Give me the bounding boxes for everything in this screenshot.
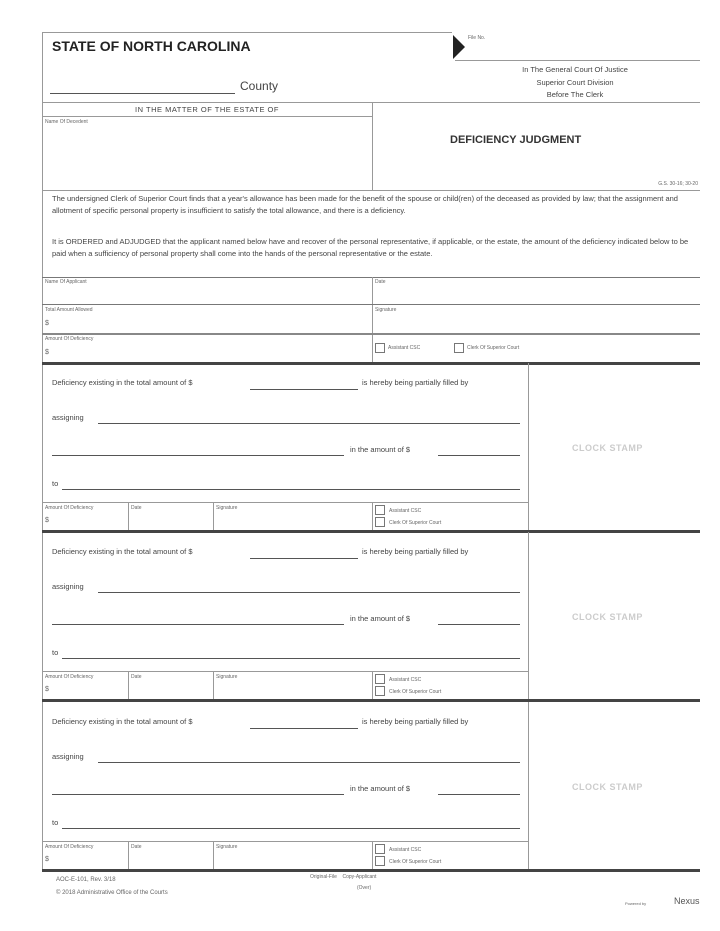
date-label: Date xyxy=(131,844,142,850)
total-amount-input[interactable] xyxy=(250,558,358,559)
divider xyxy=(128,841,129,869)
assistant-csc-label: Assistant CSC xyxy=(389,677,422,683)
to-input[interactable] xyxy=(62,489,520,490)
divider xyxy=(528,702,529,870)
divider xyxy=(42,116,372,117)
divider xyxy=(42,32,452,33)
powered-by: Powered by xyxy=(625,901,647,906)
form-number: AOC-E-101, Rev. 3/18 xyxy=(56,877,116,883)
deficiency-label: Amount Of Deficiency xyxy=(45,336,94,342)
divider xyxy=(42,102,700,103)
line1-suffix: is hereby being partially filled by xyxy=(362,378,469,387)
signature-label: Signature xyxy=(216,844,238,850)
assistant-csc-checkbox[interactable] xyxy=(375,844,385,854)
form-title: DEFICIENCY JUDGMENT xyxy=(450,134,582,146)
finding-paragraph: The undersigned Clerk of Superior Court finds that a year's allowance has been made for the benefit of the spouse or child(ren) of the deceased as provided by law; that the assignment and allotment of specific personal property is insufficient to satisfy the total allowance, and there is a deficiency. xyxy=(52,194,678,215)
nexus-logo: Nexus xyxy=(674,896,700,906)
county-label: County xyxy=(240,79,279,93)
clerk-label: Clerk Of Superior Court xyxy=(389,520,442,526)
signature-label: Signature xyxy=(216,674,238,680)
assigning-label: assigning xyxy=(52,752,84,761)
date-label: Date xyxy=(131,505,142,511)
divider xyxy=(528,532,529,700)
total-amount-input[interactable] xyxy=(250,728,358,729)
assigning-input-cont[interactable] xyxy=(52,794,344,795)
clock-stamp-area: CLOCK STAMP xyxy=(572,612,643,622)
date-label: Date xyxy=(375,279,386,285)
total-amount-input[interactable] xyxy=(250,389,358,390)
total-label: Total Amount Allowed xyxy=(45,307,93,313)
line1-prefix: Deficiency existing in the total amount of $ xyxy=(52,378,193,387)
line1-prefix: Deficiency existing in the total amount of $ xyxy=(52,547,193,556)
state-heading: STATE OF NORTH CAROLINA xyxy=(52,38,251,54)
signature-input[interactable] xyxy=(374,314,698,331)
amount-input[interactable] xyxy=(438,624,520,625)
deficiency-value[interactable]: $ xyxy=(45,856,49,863)
partial-fill-section xyxy=(0,702,720,872)
to-label: to xyxy=(52,818,59,827)
divider xyxy=(372,841,373,869)
amount-input[interactable] xyxy=(438,794,520,795)
assigning-label: assigning xyxy=(52,413,84,422)
deficiency-label: Amount Of Deficiency xyxy=(45,844,94,850)
total-value[interactable]: $ xyxy=(45,320,49,327)
applicant-label: Name Of Applicant xyxy=(45,279,87,285)
divider xyxy=(42,333,700,335)
arrow-icon xyxy=(453,35,465,59)
date-input[interactable] xyxy=(374,286,698,303)
assigning-input[interactable] xyxy=(98,592,520,593)
assigning-label: assigning xyxy=(52,582,84,591)
to-input[interactable] xyxy=(62,828,520,829)
assistant-csc-checkbox[interactable] xyxy=(375,343,385,353)
county-input[interactable] xyxy=(50,93,235,94)
over-note: (Over) xyxy=(357,885,372,891)
assigning-input-cont[interactable] xyxy=(52,624,344,625)
assistant-csc-label: Assistant CSC xyxy=(389,508,422,514)
deficiency-value[interactable]: $ xyxy=(45,517,49,524)
line1-prefix: Deficiency existing in the total amount of $ xyxy=(52,717,193,726)
applicant-input[interactable] xyxy=(44,286,370,303)
date-label: Date xyxy=(131,674,142,680)
file-no-label: File No. xyxy=(468,35,486,41)
assigning-input[interactable] xyxy=(98,423,520,424)
order-paragraph: It is ORDERED and ADJUDGED that the applicant named below have and recover of the personal representative, if applicable, or the estate, the amount of the deficiency indicated below to be paid when a sufficiency of personal property shall come into the hands of the personal representative or the estate. xyxy=(52,237,689,258)
to-label: to xyxy=(52,479,59,488)
amount-of-label: in the amount of $ xyxy=(350,445,411,454)
assistant-csc-checkbox[interactable] xyxy=(375,674,385,684)
divider xyxy=(372,671,373,699)
clerk-label: Clerk Of Superior Court xyxy=(389,859,442,865)
deficiency-value[interactable]: $ xyxy=(45,686,49,693)
amount-input[interactable] xyxy=(438,455,520,456)
divider xyxy=(42,869,700,872)
partial-fill-section xyxy=(0,363,720,533)
divider xyxy=(213,671,214,699)
copyright: © 2018 Administrative Office of the Courts xyxy=(56,890,168,896)
court-line: Superior Court Division xyxy=(536,77,614,87)
assistant-csc-checkbox[interactable] xyxy=(375,505,385,515)
partial-fill-section xyxy=(0,532,720,702)
decedent-input[interactable] xyxy=(44,128,370,188)
signature-label: Signature xyxy=(375,307,397,313)
matter-heading: IN THE MATTER OF THE ESTATE OF xyxy=(135,105,279,114)
clock-stamp-area: CLOCK STAMP xyxy=(572,443,643,453)
clerk-checkbox[interactable] xyxy=(375,856,385,866)
deficiency-label: Amount Of Deficiency xyxy=(45,505,94,511)
assigning-input-cont[interactable] xyxy=(52,455,344,456)
clerk-checkbox[interactable] xyxy=(375,686,385,696)
line1-suffix: is hereby being partially filled by xyxy=(362,717,469,726)
line1-suffix: is hereby being partially filled by xyxy=(362,547,469,556)
divider xyxy=(213,502,214,530)
deficiency-value[interactable]: $ xyxy=(45,349,49,356)
signature-label: Signature xyxy=(216,505,238,511)
clerk-checkbox[interactable] xyxy=(454,343,464,353)
divider xyxy=(213,841,214,869)
assistant-csc-label: Assistant CSC xyxy=(388,345,421,351)
to-input[interactable] xyxy=(62,658,520,659)
divider xyxy=(372,277,373,363)
divider xyxy=(42,190,700,191)
clock-stamp-area: CLOCK STAMP xyxy=(572,782,643,792)
amount-of-label: in the amount of $ xyxy=(350,784,411,793)
divider xyxy=(528,363,529,531)
divider xyxy=(42,502,528,503)
deficiency-label: Amount Of Deficiency xyxy=(45,674,94,680)
court-heading xyxy=(455,64,695,102)
assistant-csc-label: Assistant CSC xyxy=(389,847,422,853)
statute: G.S. 30-16; 30-20 xyxy=(658,181,698,187)
divider xyxy=(128,671,129,699)
assigning-input[interactable] xyxy=(98,762,520,763)
clerk-checkbox[interactable] xyxy=(375,517,385,527)
file-no-input[interactable] xyxy=(455,60,700,61)
clerk-label: Clerk Of Superior Court xyxy=(389,689,442,695)
court-line: Before The Clerk xyxy=(546,90,604,99)
court-line: In The General Court Of Justice xyxy=(522,65,628,74)
clerk-label: Clerk Of Superior Court xyxy=(467,345,520,351)
divider xyxy=(42,304,700,305)
to-label: to xyxy=(52,648,59,657)
amount-of-label: in the amount of $ xyxy=(350,614,411,623)
divider xyxy=(42,671,528,672)
decedent-label: Name Of Decedent xyxy=(45,119,88,125)
distribution: Original-File Copy-Applicant xyxy=(310,874,377,880)
divider xyxy=(42,277,700,278)
divider xyxy=(372,102,373,190)
divider xyxy=(42,841,528,842)
divider xyxy=(372,502,373,530)
divider xyxy=(128,502,129,530)
